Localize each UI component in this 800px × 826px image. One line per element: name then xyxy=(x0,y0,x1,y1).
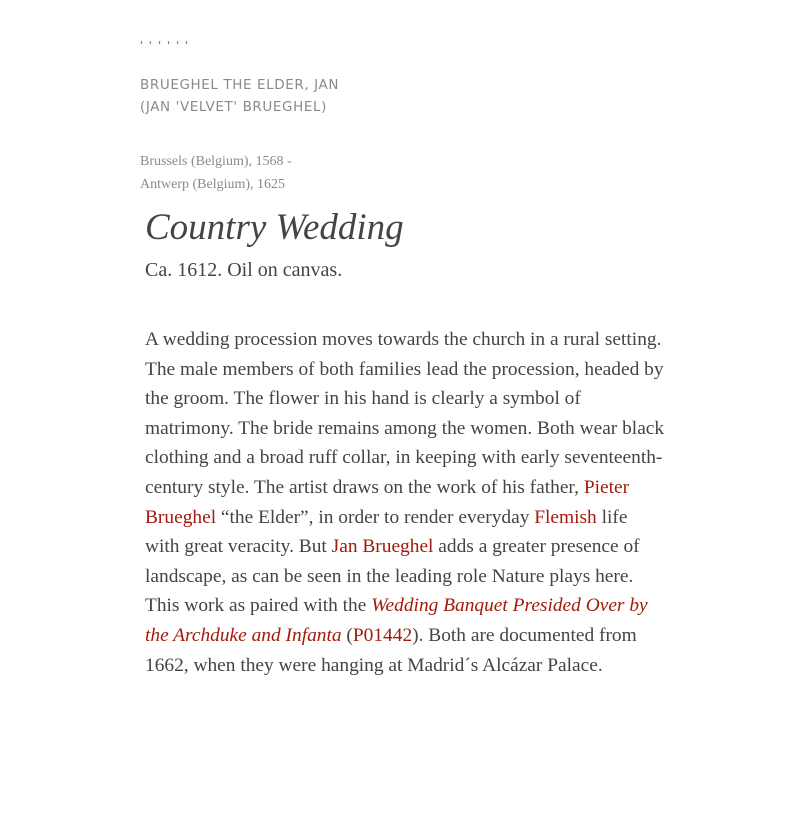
cropped-text: ' ' ' ' ' ' xyxy=(140,38,190,55)
link-flemish[interactable]: Flemish xyxy=(534,506,597,528)
artwork-meta: Ca. 1612. Oil on canvas. xyxy=(145,259,343,281)
description-text: ). Both are documented from 1662, when they were hanging at Madrid´s Alcázar Palace. xyxy=(145,624,637,676)
description-text: “the Elder”, in order to render everyday xyxy=(216,506,535,528)
artist-dates-death: Antwerp (Belgium), 1625 xyxy=(140,177,286,192)
link-p01442[interactable]: P01442 xyxy=(352,624,413,646)
artist-dates-birth: Brussels (Belgium), 1568 - xyxy=(140,154,292,169)
cropped-previous-line xyxy=(140,38,340,61)
artwork-title: Country Wedding xyxy=(145,207,404,248)
artist-name[interactable]: BRUEGHEL THE ELDER, JAN (JAN 'VELVET' BRUEGHEL) xyxy=(140,77,340,115)
description-text: adds a greater presence of landscape, as can be seen in the leading role Nature plays here. This work as paired with the xyxy=(145,536,640,617)
link-jan-brueghel[interactable]: Jan Brueghel xyxy=(331,536,434,558)
artwork-description xyxy=(145,325,665,680)
artist-dates xyxy=(140,150,340,196)
link-wedding-banquet[interactable]: Wedding Banquet Presided Over by the Archduke and Infanta xyxy=(145,595,648,646)
description-text: life with great veracity. But xyxy=(145,506,628,558)
description-text: ( xyxy=(341,624,353,646)
description-text: A wedding procession moves towards the church in a rural setting. The male members of both families lead the procession, headed by the groom. The flower in his hand is clearly a symbol of matrimony. The bride remains among the women. Both wear black clothing and a broad ruff collar, in keeping with early seventeenth-century style. The artist draws on the work of his father, xyxy=(145,329,665,498)
link-pieter-brueghel[interactable]: Pieter Brueghel xyxy=(145,476,630,528)
